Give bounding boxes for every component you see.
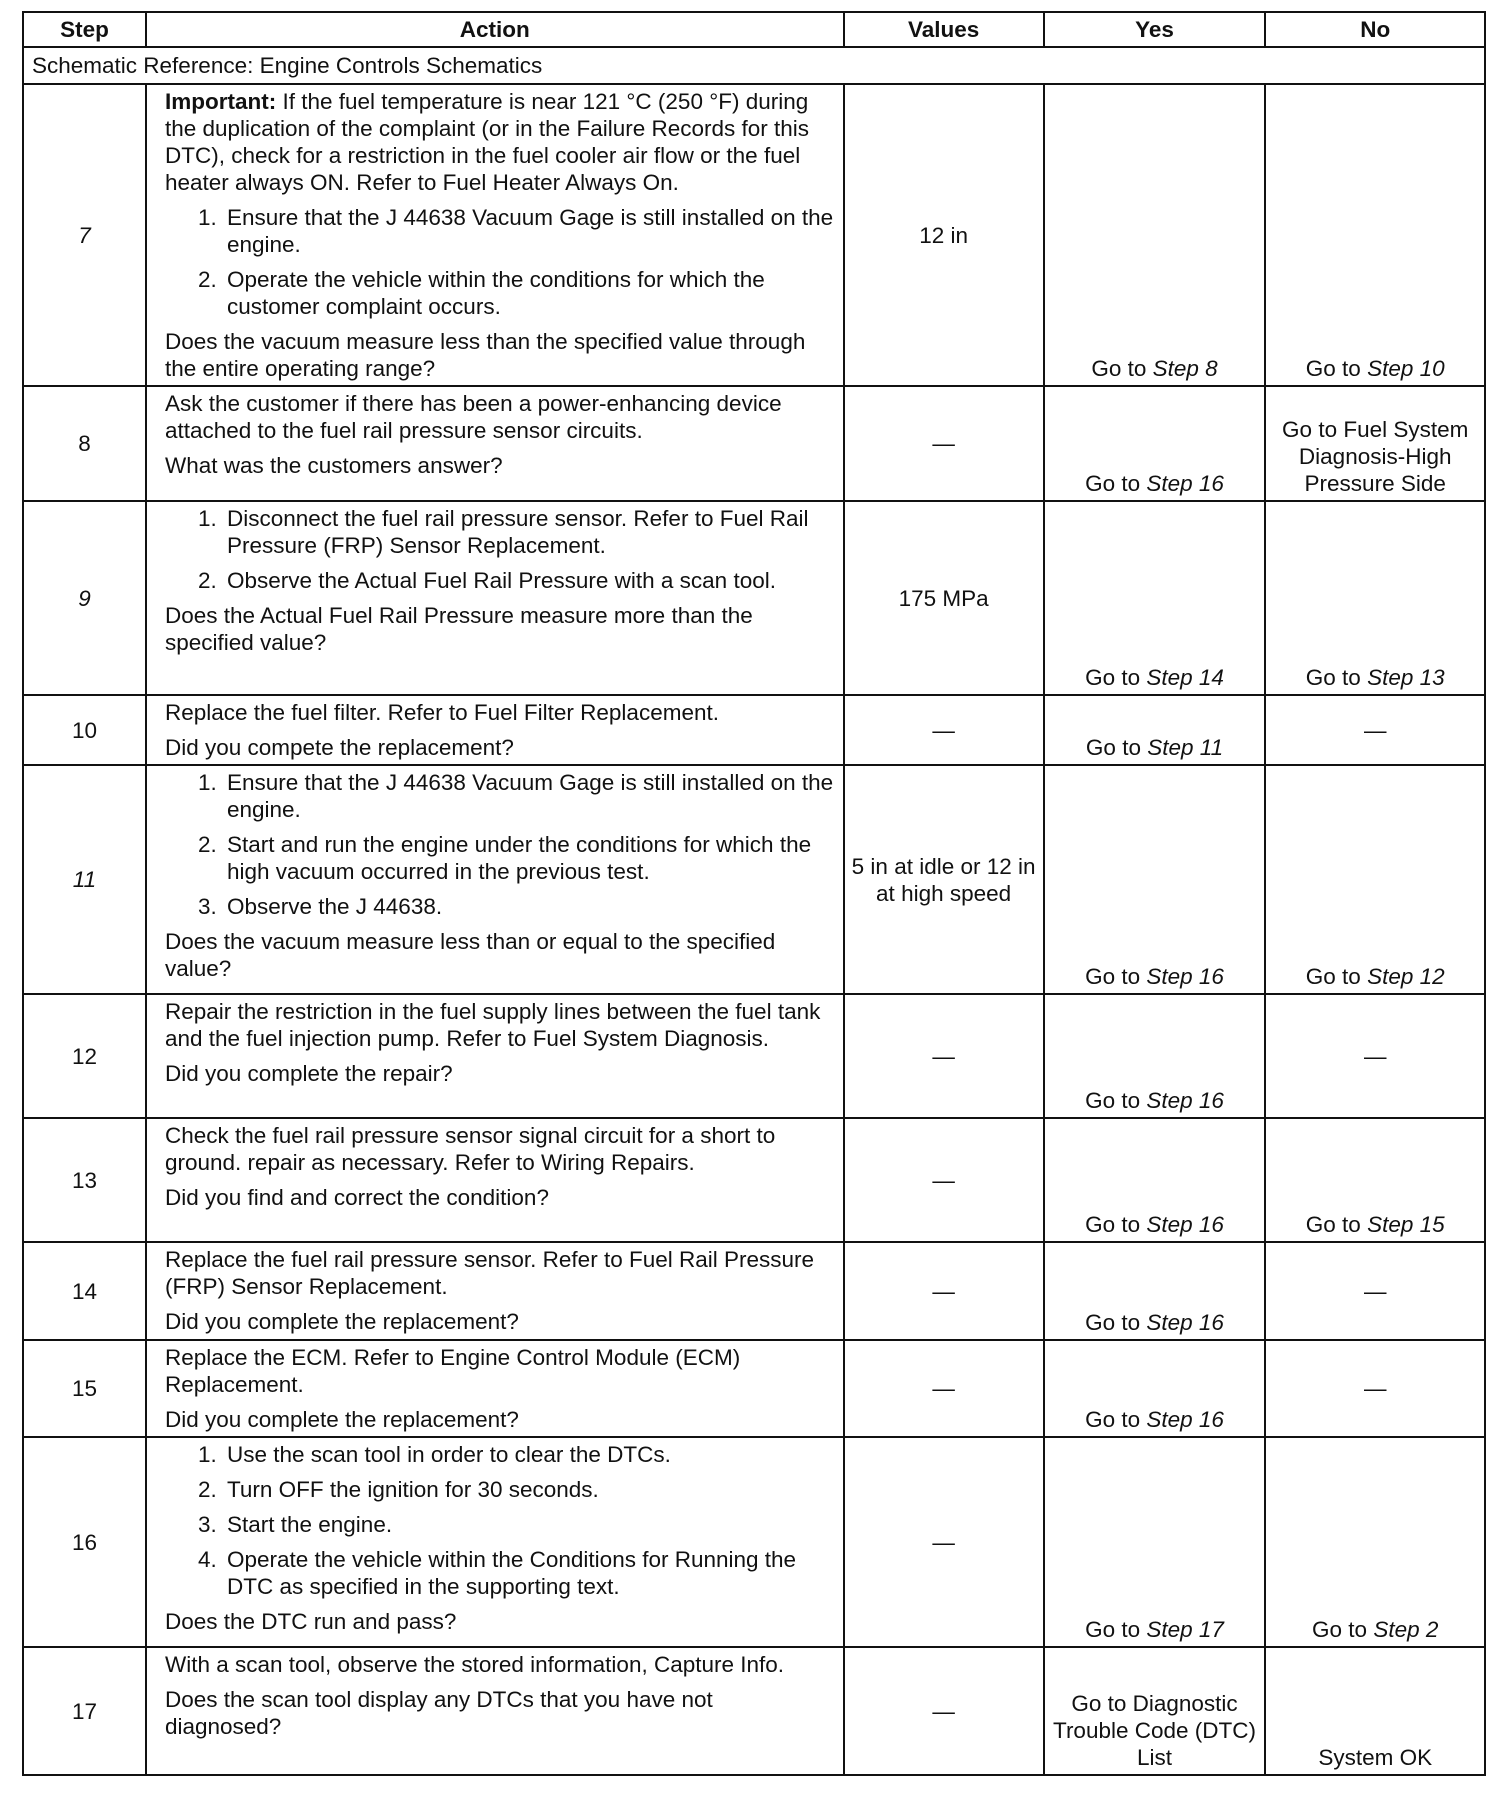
header-values: Values (844, 12, 1044, 47)
action-list (165, 505, 835, 594)
action-text: Replace the fuel filter. Refer to Fuel Filter Replacement. (164, 700, 719, 725)
value-cell: — (844, 1647, 1044, 1775)
action-text: Repair the restriction in the fuel supply lines between the fuel tank and the fuel injection pump. Refer to Fuel System Diagnosis. (164, 999, 821, 1051)
table-row (23, 1118, 1485, 1242)
question-text: Does the vacuum measure less than the specified value through the entire operating range? (164, 329, 806, 381)
value-cell: 5 in at idle or 12 in at high speed (844, 765, 1044, 994)
no-cell: Go to Fuel System Diagnosis-High Pressure Side (1265, 386, 1485, 501)
question-text: Did you complete the replacement? (164, 1309, 519, 1334)
goto-step-link: Step 12 (1367, 964, 1445, 989)
goto-prefix: Go to (1305, 665, 1361, 690)
yes-cell (1044, 765, 1266, 994)
goto-prefix: Go to (1312, 1617, 1368, 1642)
action-cell (146, 1437, 844, 1647)
value-cell: — (844, 1437, 1044, 1647)
no-cell (1265, 501, 1485, 695)
question-text: Did you complete the repair? (164, 1061, 453, 1086)
question-text: Did you find and correct the condition? (164, 1185, 549, 1210)
action-cell (146, 994, 844, 1118)
yes-cell (1044, 501, 1266, 695)
goto-step-link: Step 16 (1146, 471, 1224, 496)
action-cell (146, 1647, 844, 1775)
goto-step-link: Step 16 (1146, 1407, 1224, 1432)
table-row (23, 1242, 1485, 1340)
table-header-row (23, 12, 1485, 47)
goto-step-link: Step 17 (1146, 1617, 1224, 1642)
value-cell: — (844, 1340, 1044, 1437)
yes-cell: Go to Diagnostic Trouble Code (DTC) List (1044, 1647, 1266, 1775)
action-cell (146, 765, 844, 994)
value-cell: — (844, 695, 1044, 765)
list-item: 3. Observe the J 44638. (223, 893, 835, 920)
value-cell: 175 MPa (844, 501, 1044, 695)
no-cell: System OK (1265, 1647, 1485, 1775)
step-number: 14 (23, 1242, 146, 1340)
list-item: 3. Start the engine. (223, 1511, 835, 1538)
value-cell: — (844, 994, 1044, 1118)
step-number: 11 (23, 765, 146, 994)
goto-prefix: Go to (1305, 356, 1361, 381)
no-cell: — (1265, 695, 1485, 765)
value-cell: 12 in (844, 84, 1044, 386)
list-item: 1. Disconnect the fuel rail pressure sensor. Refer to Fuel Rail Pressure (FRP) Sensor Replacement. (223, 505, 835, 559)
step-number: 17 (23, 1647, 146, 1775)
goto-prefix: Go to (1085, 471, 1141, 496)
goto-step-link: Step 14 (1146, 665, 1224, 690)
goto-prefix: Go to (1085, 1617, 1141, 1642)
table-row (23, 1647, 1485, 1775)
goto-step-link: Step 8 (1152, 356, 1218, 381)
list-item: 2. Observe the Actual Fuel Rail Pressure with a scan tool. (223, 567, 835, 594)
list-item: 1. Ensure that the J 44638 Vacuum Gage is still installed on the engine. (223, 204, 835, 258)
no-cell: — (1265, 1340, 1485, 1437)
question-text: Does the scan tool display any DTCs that you have not diagnosed? (164, 1687, 713, 1739)
list-item: 4. Operate the vehicle within the Conditions for Running the DTC as specified in the supporting text. (223, 1546, 835, 1600)
diagnostic-table-sheet (22, 11, 1486, 1776)
goto-prefix: Go to (1085, 665, 1141, 690)
table-row (23, 1437, 1485, 1647)
diagnostic-table (22, 11, 1486, 1776)
goto-prefix: Go to (1305, 964, 1361, 989)
goto-prefix: Go to (1085, 1407, 1141, 1432)
question-text: Did you complete the replacement? (164, 1407, 519, 1432)
value-cell: — (844, 1118, 1044, 1242)
no-cell: — (1265, 1242, 1485, 1340)
step-number: 7 (23, 84, 146, 386)
goto-step-link: Step 10 (1367, 356, 1445, 381)
goto-prefix: Go to (1091, 356, 1147, 381)
yes-cell (1044, 386, 1266, 501)
value-cell: — (844, 386, 1044, 501)
step-number: 16 (23, 1437, 146, 1647)
yes-cell (1044, 1437, 1266, 1647)
action-cell (146, 84, 844, 386)
goto-step-link: Step 16 (1146, 964, 1224, 989)
question-text: Did you compete the replacement? (164, 735, 514, 760)
goto-step-link: Step 16 (1146, 1088, 1224, 1113)
action-text: Replace the fuel rail pressure sensor. Refer to Fuel Rail Pressure (FRP) Sensor Replacement. (164, 1247, 815, 1299)
action-cell (146, 1118, 844, 1242)
table-row (23, 84, 1485, 386)
list-item: 2. Start and run the engine under the conditions for which the high vacuum occurred in the previous test. (223, 831, 835, 885)
action-cell (146, 1340, 844, 1437)
action-list (165, 204, 835, 320)
goto-step-link: Step 11 (1147, 735, 1224, 760)
action-cell (146, 1242, 844, 1340)
goto-step-link: Step 2 (1373, 1617, 1439, 1642)
no-cell (1265, 1118, 1485, 1242)
action-cell (146, 501, 844, 695)
table-row (23, 501, 1485, 695)
no-cell (1265, 84, 1485, 386)
schematic-reference-row (23, 47, 1485, 84)
goto-prefix: Go to (1085, 735, 1141, 760)
action-text: Replace the ECM. Refer to Engine Control Module (ECM) Replacement. (164, 1345, 741, 1397)
goto-prefix: Go to (1085, 1310, 1141, 1335)
header-action: Action (146, 12, 844, 47)
yes-cell (1044, 84, 1266, 386)
no-cell: — (1265, 994, 1485, 1118)
goto-step-link: Step 16 (1146, 1212, 1224, 1237)
header-no: No (1265, 12, 1485, 47)
step-number: 15 (23, 1340, 146, 1437)
list-item: 2. Operate the vehicle within the conditions for which the customer complaint occurs. (223, 266, 835, 320)
list-item: 1. Use the scan tool in order to clear the DTCs. (223, 1441, 835, 1468)
yes-cell (1044, 1118, 1266, 1242)
goto-step-link: Step 13 (1367, 665, 1445, 690)
action-cell (146, 695, 844, 765)
yes-cell (1044, 1242, 1266, 1340)
action-list (165, 769, 835, 920)
header-yes: Yes (1044, 12, 1266, 47)
goto-prefix: Go to (1305, 1212, 1361, 1237)
table-row (23, 695, 1485, 765)
goto-prefix: Go to (1085, 1212, 1141, 1237)
action-text: Ask the customer if there has been a power-enhancing device attached to the fuel rail pressure sensor circuits. (164, 391, 782, 443)
important-note (165, 88, 835, 196)
question-text: Does the DTC run and pass? (164, 1609, 457, 1634)
value-cell: — (844, 1242, 1044, 1340)
step-number: 10 (23, 695, 146, 765)
yes-cell (1044, 1340, 1266, 1437)
goto-prefix: Go to (1085, 1088, 1141, 1113)
list-item: 1. Ensure that the J 44638 Vacuum Gage is still installed on the engine. (223, 769, 835, 823)
step-number: 8 (23, 386, 146, 501)
list-item: 2. Turn OFF the ignition for 30 seconds. (223, 1476, 835, 1503)
no-cell (1265, 1437, 1485, 1647)
action-list (165, 1441, 835, 1600)
step-number: 9 (23, 501, 146, 695)
goto-step-link: Step 15 (1367, 1212, 1445, 1237)
question-text: What was the customers answer? (164, 453, 503, 478)
schematic-reference: Schematic Reference: Engine Controls Schematics (23, 47, 1485, 84)
question-text: Does the Actual Fuel Rail Pressure measure more than the specified value? (164, 603, 753, 655)
goto-step-link: Step 16 (1146, 1310, 1224, 1335)
important-text: If the fuel temperature is near 121 °C (250 °F) during the duplication of the complaint (or in the Failure Records for this DTC), check for a restriction in the fuel cooler air flow or the fuel heater always ON. Refer to Fuel Heater Always On. (164, 89, 810, 195)
step-number: 13 (23, 1118, 146, 1242)
action-text: With a scan tool, observe the stored information, Capture Info. (164, 1652, 785, 1677)
action-text: Check the fuel rail pressure sensor signal circuit for a short to ground. repair as necessary. Refer to Wiring Repairs. (164, 1123, 776, 1175)
important-label: Important: (164, 89, 277, 114)
table-row (23, 386, 1485, 501)
yes-cell (1044, 695, 1266, 765)
table-row (23, 994, 1485, 1118)
no-cell (1265, 765, 1485, 994)
step-number: 12 (23, 994, 146, 1118)
yes-cell (1044, 994, 1266, 1118)
table-row (23, 765, 1485, 994)
action-cell (146, 386, 844, 501)
question-text: Does the vacuum measure less than or equal to the specified value? (164, 929, 776, 981)
table-row (23, 1340, 1485, 1437)
goto-prefix: Go to (1085, 964, 1141, 989)
header-step: Step (23, 12, 146, 47)
